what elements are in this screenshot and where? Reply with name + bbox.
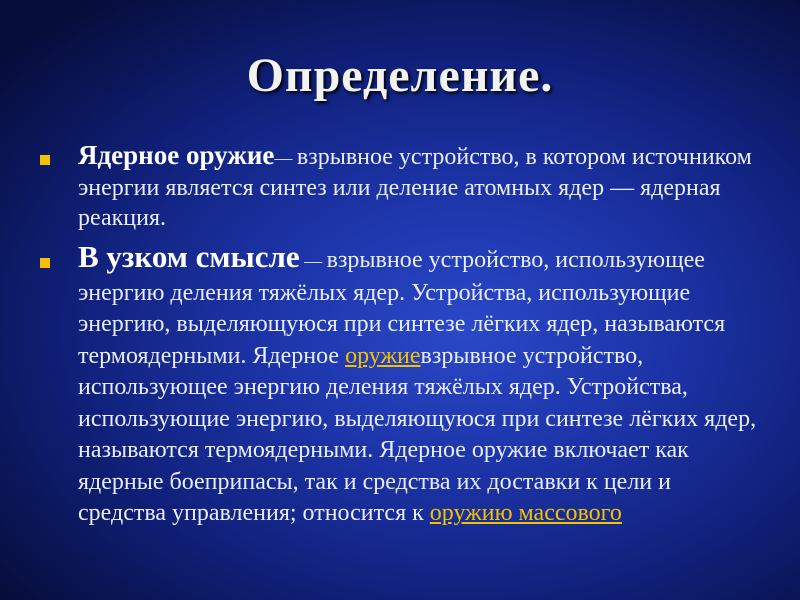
narrow-sense-text-part-b: взрывное устройство, использующее энергию деления тяжёлых ядер. Устройства, использующие энергию, выделяющуюся при синтезе лёгких ядер, называются термоядерными. Ядерное оружие включает как ядерные боеприпасы, так и средства их доставки к цели и средства управления; относится к: [78, 342, 757, 526]
mass-destruction-link[interactable]: оружию массового: [429, 500, 622, 526]
term-nuclear-weapon: Ядерное оружие: [78, 140, 275, 170]
slide-title: Определение.: [246, 49, 554, 102]
bullet-square-icon: [40, 258, 50, 268]
bullet-item-definition: [40, 140, 760, 233]
term-dash: —: [299, 251, 327, 271]
bullet-item-narrow-sense: [40, 241, 760, 530]
weapon-link[interactable]: оружие: [345, 342, 421, 369]
bullet-square-icon: [40, 155, 50, 165]
definition-text: взрывное устройство, в котором источником энергии является синтез или деление атомных ядер — ядерная реакция.: [78, 144, 752, 231]
term-narrow-sense: В узком смысле: [78, 239, 300, 274]
bullet-list: [40, 140, 760, 530]
term-dash: —: [274, 148, 297, 168]
narrow-sense-text-part-a: взрывное устройство, использующее энергию деления тяжёлых ядер. Устройства, использующие энергию, выделяющуюся при синтезе лёгких ядер, называются термоядерными. Ядерное: [78, 247, 726, 369]
